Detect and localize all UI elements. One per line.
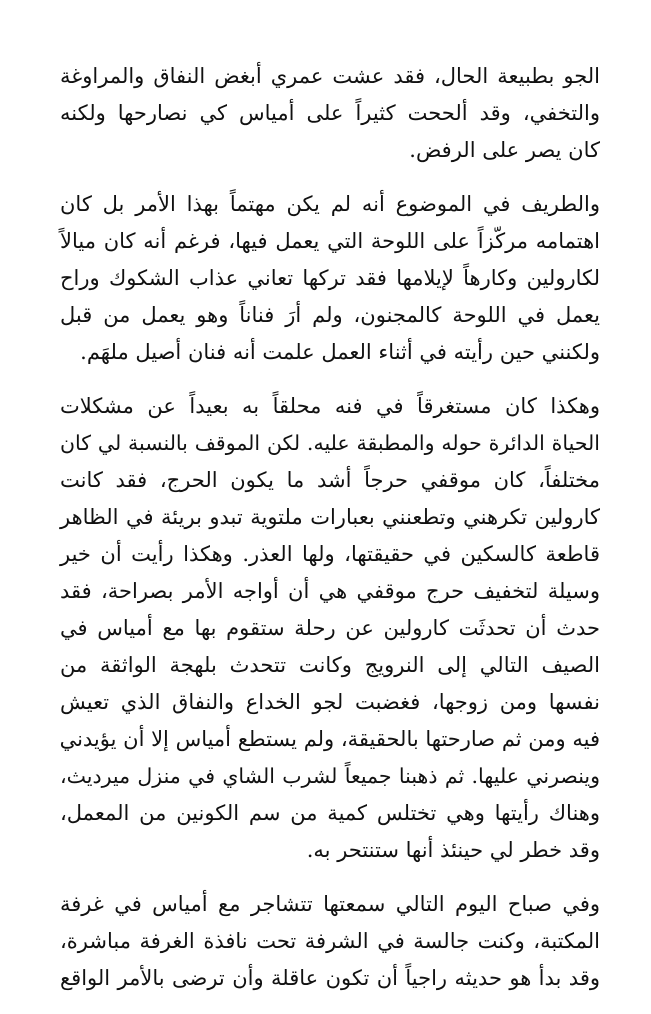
text-line: كان يصر على الرفض. xyxy=(409,138,600,162)
text-line: وسيلة لتخفيف حرج موقفي هي أن أواجه الأمر بصراحة، فقد xyxy=(60,579,600,603)
text-line: الصيف التالي إلى النرويج وكانت تتحدث بلهجة الواثقة من xyxy=(60,653,600,677)
text-line: الحياة الدائرة حوله والمطبقة عليه. لكن الموقف بالنسبة لي كان xyxy=(60,431,600,455)
text-line: وقد خطر لي حينئذ أنها ستنتحر به. xyxy=(306,838,600,862)
paragraph-3 xyxy=(60,388,600,869)
text-line: وهكذا كان مستغرقاً في فنه محلقاً به بعيداً عن مشكلات xyxy=(60,394,600,418)
text-line: قاطعة كالسكين في حقيقتها، ولها العذر. وهكذا رأيت أن خير xyxy=(60,542,600,566)
text-line: يعمل في اللوحة كالمجنون، ولم أرَ فناناً وهو يعمل من قبل xyxy=(60,303,600,327)
paragraph-1 xyxy=(60,58,600,169)
text-line: المكتبة، وكنت جالسة في الشرفة تحت نافذة الغرفة مباشرة، xyxy=(60,929,600,953)
text-line: نفسها ومن زوجها، فغضبت لجو الخداع والنفاق الذي تعيش xyxy=(60,690,600,714)
text-line: مختلفاً، كان موقفي حرجاً أشد ما يكون الحرج، فقد كانت xyxy=(60,468,600,492)
text-line: ولكنني حين رأيته في أثناء العمل علمت أنه فنان أصيل ملهَم. xyxy=(80,340,600,364)
book-page xyxy=(60,58,600,1014)
text-line: وفي صباح اليوم التالي سمعتها تتشاجر مع أمياس في غرفة xyxy=(60,892,600,916)
text-line: وهناك رأيتها وهي تختلس كمية من سم الكونين من المعمل، xyxy=(60,801,600,825)
text-line: والتخفي، وقد ألححت كثيراً على أمياس كي نصارحها ولكنه xyxy=(60,101,600,125)
text-line: وينصرني عليها. ثم ذهبنا جميعاً لشرب الشاي في منزل ميرديث، xyxy=(60,764,600,788)
text-line: وقد بدأ هو حديثه راجياً أن تكون عاقلة وأن ترضى بالأمر الواقع xyxy=(60,966,600,990)
text-line: اهتمامه مركّزاً على اللوحة التي يعمل فيها، فرغم أنه كان ميالاً xyxy=(60,229,600,253)
text-line: كارولين تكرهني وتطعنني بعبارات ملتوية تبدو بريئة في الظاهر xyxy=(60,505,600,529)
text-line: حدث أن تحدثَت كارولين عن رحلة ستقوم بها مع أمياس في xyxy=(60,616,600,640)
text-line: لكارولين وكارهاً لإيلامها فقد تركها تعاني عذاب الشكوك وراح xyxy=(60,266,600,290)
text-line: الجو بطبيعة الحال، فقد عشت عمري أبغض النفاق والمراوغة xyxy=(60,64,600,88)
paragraph-4 xyxy=(60,886,600,997)
text-line: فيه ومن ثم صارحتها بالحقيقة، ولم يستطع أمياس إلا أن يؤيدني xyxy=(59,727,600,751)
paragraph-2 xyxy=(60,186,600,371)
text-line: والطريف في الموضوع أنه لم يكن مهتماً بهذا الأمر بل كان xyxy=(60,192,600,216)
